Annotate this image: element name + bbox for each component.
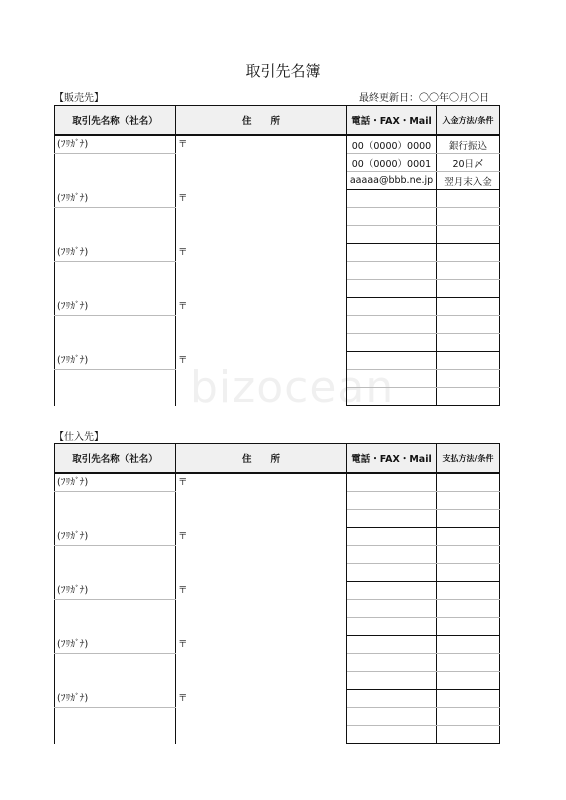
table-row <box>55 190 500 208</box>
contact-cell[interactable] <box>347 298 437 316</box>
purchase-section-label: 【仕入先】 <box>54 432 104 443</box>
company-name-cell[interactable] <box>55 708 176 744</box>
contact-cell[interactable] <box>347 492 437 510</box>
contact-cell[interactable] <box>347 600 437 618</box>
address-cell[interactable] <box>176 690 347 744</box>
payment-cell[interactable] <box>437 636 500 654</box>
company-name-cell[interactable] <box>55 600 176 636</box>
company-name-cell[interactable] <box>55 208 176 244</box>
company-name-cell[interactable] <box>55 316 176 352</box>
payment-cell[interactable] <box>437 244 500 262</box>
contact-cell[interactable] <box>347 582 437 600</box>
contact-cell[interactable] <box>347 280 437 298</box>
postal-mark: 〒 <box>178 477 188 488</box>
payment-cell[interactable] <box>437 618 500 636</box>
company-furigana-cell[interactable]: (ﾌﾘｶﾞﾅ) <box>55 528 176 546</box>
payment-cell[interactable] <box>437 473 500 492</box>
company-furigana-cell[interactable]: (ﾌﾘｶﾞﾅ) <box>55 582 176 600</box>
payment-cell[interactable] <box>437 546 500 564</box>
table-row <box>55 582 500 600</box>
postal-mark: 〒 <box>178 246 188 258</box>
purchase-table <box>54 443 500 744</box>
payment-cell[interactable] <box>437 334 500 352</box>
payment-cell[interactable] <box>437 226 500 244</box>
contact-cell[interactable] <box>347 262 437 280</box>
header-name: 取引先名称（社名） <box>55 444 176 474</box>
postal-mark: 〒 <box>178 692 188 704</box>
postal-mark: 〒 <box>178 530 188 542</box>
contact-cell[interactable] <box>347 726 437 744</box>
header-payment: 支払方法/条件 <box>437 444 500 474</box>
company-furigana-cell[interactable]: (ﾌﾘｶﾞﾅ) <box>55 636 176 654</box>
payment-cell[interactable] <box>437 298 500 316</box>
payment-cell[interactable] <box>437 316 500 334</box>
postal-mark: 〒 <box>178 638 188 650</box>
contact-cell[interactable] <box>347 244 437 262</box>
address-cell[interactable] <box>176 528 347 582</box>
payment-cell[interactable] <box>437 280 500 298</box>
address-cell[interactable] <box>176 135 347 190</box>
last-updated: 最終更新日：〇〇年〇月〇日 <box>359 93 489 104</box>
contact-cell[interactable] <box>347 546 437 564</box>
payment-cell[interactable] <box>437 654 500 672</box>
contact-cell[interactable] <box>347 208 437 226</box>
contact-cell[interactable] <box>347 510 437 528</box>
contact-cell[interactable] <box>347 473 437 492</box>
address-cell[interactable] <box>176 352 347 406</box>
payment-cell[interactable]: 20日〆 <box>437 154 500 172</box>
table-row <box>55 473 500 492</box>
contact-cell[interactable] <box>347 690 437 708</box>
company-furigana-cell[interactable]: (ﾌﾘｶﾞﾅ) <box>55 352 176 370</box>
table-row <box>55 636 500 654</box>
contact-cell[interactable] <box>347 564 437 582</box>
company-name-cell[interactable] <box>55 492 176 528</box>
payment-cell[interactable] <box>437 564 500 582</box>
header-address: 住 所 <box>176 444 347 474</box>
table-row <box>55 244 500 262</box>
contact-cell[interactable] <box>347 388 437 406</box>
postal-mark: 〒 <box>178 354 188 366</box>
contact-cell[interactable] <box>347 654 437 672</box>
contact-cell[interactable] <box>347 618 437 636</box>
watermark: bizocean <box>190 362 395 413</box>
contact-cell[interactable] <box>347 352 437 370</box>
payment-cell[interactable] <box>437 726 500 744</box>
payment-cell[interactable] <box>437 672 500 690</box>
address-cell[interactable] <box>176 582 347 636</box>
payment-cell[interactable]: 銀行振込 <box>437 135 500 154</box>
payment-cell[interactable] <box>437 208 500 226</box>
address-cell[interactable] <box>176 636 347 690</box>
payment-cell[interactable] <box>437 582 500 600</box>
payment-cell[interactable] <box>437 370 500 388</box>
header-contact: 電話・FAX・Mail <box>347 106 437 136</box>
contact-cell[interactable] <box>347 370 437 388</box>
company-name-cell[interactable] <box>55 154 176 190</box>
header-address: 住 所 <box>176 106 347 136</box>
company-furigana-cell[interactable]: (ﾌﾘｶﾞﾅ) <box>55 298 176 316</box>
company-furigana-cell[interactable]: (ﾌﾘｶﾞﾅ) <box>55 190 176 208</box>
contact-cell[interactable] <box>347 316 437 334</box>
contact-cell[interactable] <box>347 226 437 244</box>
table-row <box>55 690 500 708</box>
company-name-cell[interactable] <box>55 262 176 298</box>
table-row <box>55 528 500 546</box>
payment-cell[interactable] <box>437 492 500 510</box>
company-furigana-cell[interactable]: (ﾌﾘｶﾞﾅ) <box>55 244 176 262</box>
address-cell[interactable] <box>176 473 347 528</box>
postal-mark: 〒 <box>178 139 188 150</box>
table-row <box>55 135 500 154</box>
contact-cell[interactable]: 00（0000）0000 <box>347 135 437 154</box>
sales-section-label: 【販売先】 <box>54 93 104 104</box>
payment-cell[interactable] <box>437 352 500 370</box>
header-name: 取引先名称（社名） <box>55 106 176 136</box>
company-name-cell[interactable] <box>55 546 176 582</box>
company-furigana-cell[interactable]: (ﾌﾘｶﾞﾅ) <box>55 135 176 154</box>
contact-cell[interactable] <box>347 334 437 352</box>
address-cell[interactable] <box>176 298 347 352</box>
page-title: 取引先名簿 <box>245 62 321 80</box>
contact-cell[interactable]: 00（0000）0001 <box>347 154 437 172</box>
header-contact: 電話・FAX・Mail <box>347 444 437 474</box>
payment-cell[interactable] <box>437 388 500 406</box>
company-name-cell[interactable] <box>55 370 176 406</box>
payment-cell[interactable] <box>437 510 500 528</box>
payment-cell[interactable] <box>437 690 500 708</box>
contact-cell[interactable]: aaaaa@bbb.ne.jp <box>347 172 437 190</box>
table-row <box>55 352 500 370</box>
contact-cell[interactable] <box>347 528 437 546</box>
header-payment: 入金方法/条件 <box>437 106 500 136</box>
contact-cell[interactable] <box>347 636 437 654</box>
payment-cell[interactable] <box>437 190 500 208</box>
contact-cell[interactable] <box>347 190 437 208</box>
postal-mark: 〒 <box>178 300 188 312</box>
table-row <box>55 298 500 316</box>
contact-cell[interactable] <box>347 708 437 726</box>
payment-cell[interactable] <box>437 708 500 726</box>
payment-cell[interactable] <box>437 528 500 546</box>
address-cell[interactable] <box>176 244 347 298</box>
company-name-cell[interactable] <box>55 654 176 690</box>
company-furigana-cell[interactable]: (ﾌﾘｶﾞﾅ) <box>55 473 176 492</box>
sales-table <box>54 105 500 406</box>
payment-cell[interactable] <box>437 600 500 618</box>
payment-cell[interactable]: 翌月末入金 <box>437 172 500 190</box>
company-furigana-cell[interactable]: (ﾌﾘｶﾞﾅ) <box>55 690 176 708</box>
contact-cell[interactable] <box>347 672 437 690</box>
address-cell[interactable] <box>176 190 347 244</box>
payment-cell[interactable] <box>437 262 500 280</box>
postal-mark: 〒 <box>178 584 188 596</box>
postal-mark: 〒 <box>178 192 188 204</box>
